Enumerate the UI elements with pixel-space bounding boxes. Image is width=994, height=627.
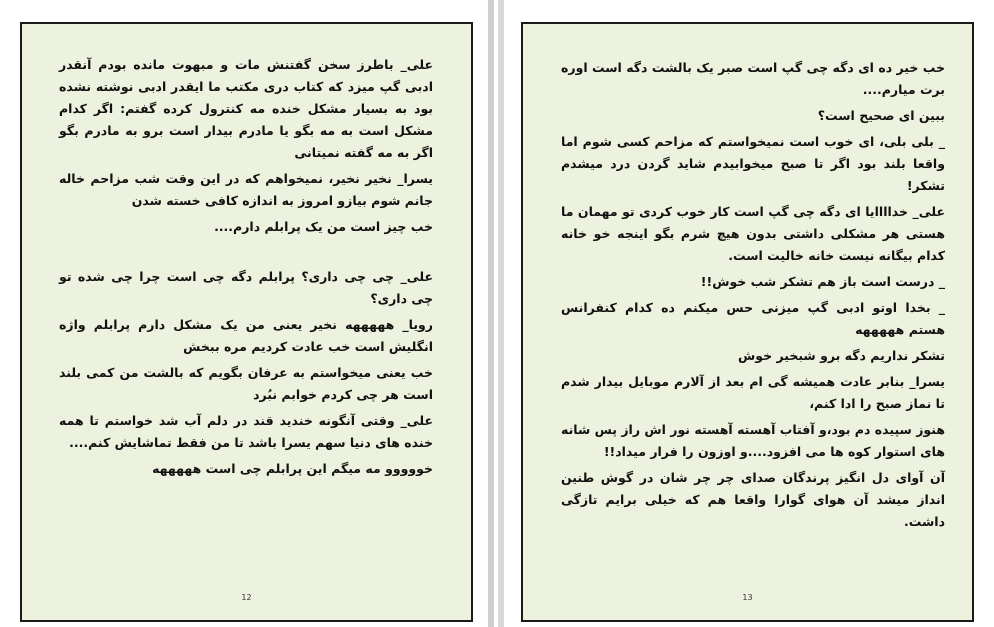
- paragraph: ببین ای صحیح است؟: [817, 108, 945, 123]
- paragraph: علی_ باطرز سخن گفتنش مات و مبهوت مانده بودم آنقدر ادبی گپ میزد که کتاب دری مکتب ما ایقدر ادبی نوشته نشده بود به بسیار مشکل خنده مه کنترول کرده گفتم: اگر کدام مشکل است به مه بگو یا مادرم بیدار است برو به مادرم بگو اگر به مه گفته نمیتانی: [59, 57, 433, 160]
- paragraph: علی_ چی چی داری؟ پرابلم دگه چی است چرا چی شده تو چی داری؟: [59, 269, 433, 306]
- gutter-right-edge: [498, 0, 504, 627]
- paragraph: یسرا_ بنابر عادت همیشه گی ام بعد از آلارم موبایل بیدار شدم تا نماز صبح را ادا کنم،: [561, 374, 945, 411]
- paragraph: یسرا_ نخیر نخیر، نمیخواهم که در این وقت شب مزاحم خاله جانم شوم بیازو امروز به اندازه کافی خسته شدن: [59, 171, 433, 208]
- paragraph: آن آوای دل انگیز پرندگان صدای چر چر شان در گوش طنین انداز میشد آن هوای گوارا واقعا هم که خیلی برایم تازگی داشت.: [561, 470, 945, 529]
- paragraph: خب خیر ده ای دگه چی گپ است صبر یک بالشت دگه است اوره برت میارم....: [561, 60, 945, 97]
- paragraph: علی_ وقتی آنگونه خندید قند در دلم آب شد خواستم تا همه خنده های دنیا سهم یسرا باشد تا من فقط تماشایش کنم....: [59, 413, 433, 450]
- right-page: [521, 22, 974, 622]
- page-number: 13: [742, 593, 753, 602]
- paragraph: تشکر نداریم دگه برو شبخیر خوش: [738, 348, 945, 363]
- gutter-left-edge: [488, 0, 494, 627]
- paragraph: رویا_ هههههه نخیر یعنی من یک مشکل دارم پرابلم واژه انگلیش است خب عادت کردیم مره ببخش: [59, 317, 433, 354]
- page-number: 12: [241, 593, 252, 602]
- paragraph: _ درست است باز هم تشکر شب خوش!!: [700, 274, 945, 289]
- paragraph: خب یعنی میخواستم به عرفان بگویم که بالشت من کمی بلند است هر چی کردم خوابم نبُرد: [59, 365, 433, 402]
- paragraph: خب چیز است من یک پرابلم دارم....: [214, 219, 433, 234]
- left-page-text: [59, 54, 433, 484]
- paragraph: _ بخدا اوتو ادبی گپ میزنی حس میکنم ده کدام کنفرانس هستم هههههه: [561, 300, 945, 337]
- paragraph: _ بلی بلی، ای خوب است نمیخواستم که مزاحم کسی شوم اما واقعا بلند بود اگر تا صبح میخوابیدم شاید گردن درد میشدم تشکر!: [561, 134, 945, 193]
- left-page: [20, 22, 473, 622]
- paragraph: علی_ خداااایا ای دگه چی گپ است کار خوب کردی تو مهمان ما هستی هر مشکلی داشتی بدون هیچ شرم بگو اینجه خو خانه کدام بیگانه نیست خانه خالیت است.: [561, 204, 945, 263]
- paragraph: هنوز سپیده دم بود،و آفتاب آهسته آهسته نور اش راز پس شانه های استوار کوه ها می افزود....و اوزون را فرار میداد!!: [561, 422, 945, 459]
- right-page-text: [561, 57, 945, 537]
- paragraph: خووووو مه میگم این پرابلم چی است هههههه: [152, 461, 433, 476]
